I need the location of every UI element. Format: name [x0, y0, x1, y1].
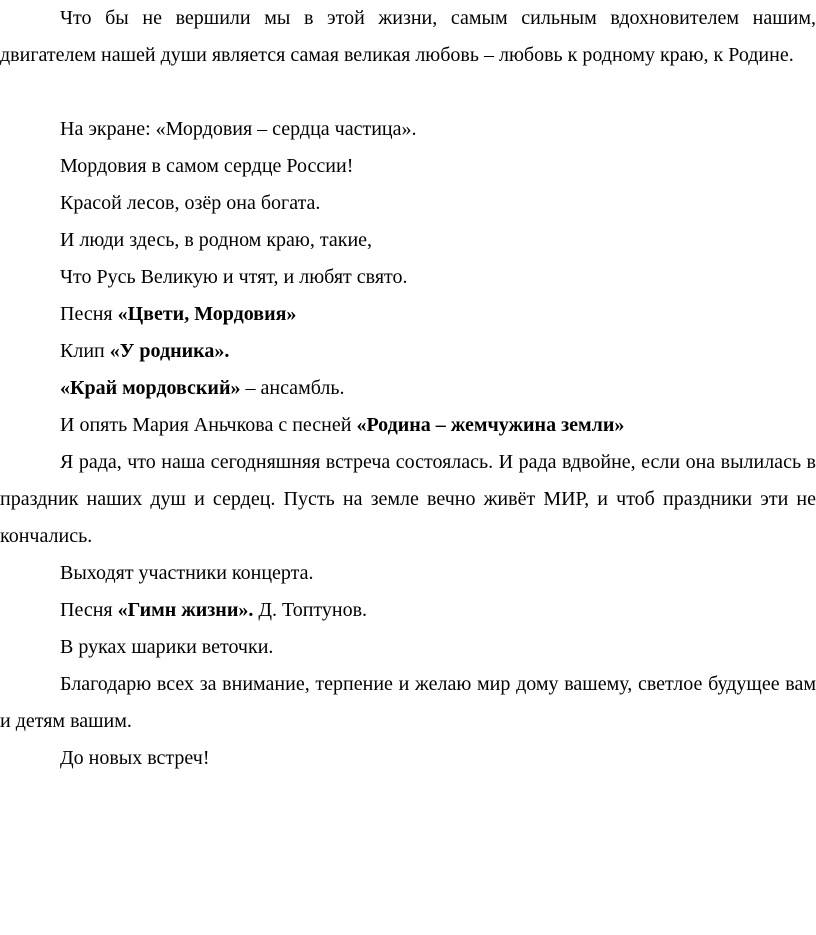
song-line-rodina [0, 407, 816, 444]
song-title: «Цвети, Мордовия» [117, 303, 297, 325]
intro-paragraph: Что бы не вершили мы в этой жизни, самым сильным вдохновителем нашим, двигателем нашей души является самая великая любовь – любовь к родному краю, к Родине. [0, 7, 816, 66]
anthem-prefix: Песня [60, 599, 118, 621]
participants-line: Выходят участники концерта. [60, 562, 314, 584]
poem-line-2: Красой лесов, озёр она богата. [60, 192, 321, 214]
ensemble-suffix: – ансамбль. [240, 377, 345, 399]
song-line-cveti [0, 296, 816, 333]
anthem-line [0, 592, 816, 629]
anthem-author: Д. Топтунов. [253, 599, 368, 621]
ensemble-title: «Край мордовский» [60, 377, 241, 399]
song-prefix: Песня [60, 303, 118, 325]
screen-caption: На экране: «Мордовия – сердца частица». [60, 118, 417, 140]
anthem-title: «Гимн жизни». [117, 599, 254, 621]
hands-line: В руках шарики веточки. [60, 636, 274, 658]
song-prefix: И опять Мария Аньчкова с песней [60, 414, 357, 436]
song-title: «Родина – жемчужина земли» [356, 414, 625, 436]
poem-line-4: Что Русь Великую и чтят, и любят свято. [60, 266, 408, 288]
poem-line-3: И люди здесь, в родном краю, такие, [60, 229, 373, 251]
clip-line [0, 333, 816, 370]
ensemble-line [0, 370, 816, 407]
goodbye-line: До новых встреч! [60, 747, 210, 769]
clip-title: «У родника». [109, 340, 230, 362]
thanks-paragraph: Благодарю всех за внимание, терпение и желаю мир дому вашему, светлое будущее вам и детям вашим. [0, 673, 816, 732]
clip-prefix: Клип [60, 340, 110, 362]
meeting-paragraph: Я рада, что наша сегодняшняя встреча состоялась. И рада вдвойне, если она вылилась в праздник наших душ и сердец. Пусть на земле вечно живёт МИР, и чтоб праздники эти не кончались. [0, 451, 816, 547]
poem-line-1: Мордовия в самом сердце России! [60, 155, 354, 177]
